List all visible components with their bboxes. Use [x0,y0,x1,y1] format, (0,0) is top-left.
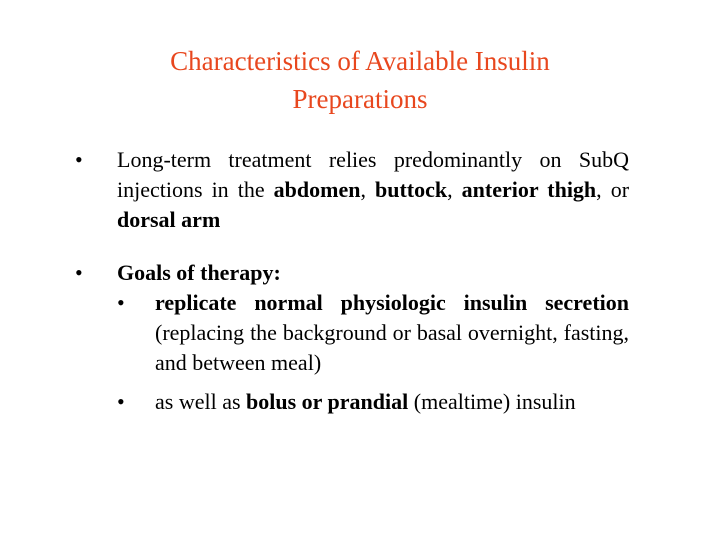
emphasis-replicate-secretion: replicate normal physiologic insulin secretion [155,290,629,315]
text-run: , [360,177,375,202]
bullet-body-treatment [117,145,629,235]
emphasis-bolus-prandial: bolus or prandial [246,389,409,414]
treatment-paragraph [117,145,629,235]
emphasis-buttock: buttock [374,177,448,202]
text-run: , or [596,177,630,202]
emphasis-anterior-thigh: anterior thigh [461,177,597,202]
sub-bullet-marker: • [117,389,125,414]
text-run: Long-term treatment relies predominantly on Sub [117,147,614,172]
bullet-marker: • [75,260,83,285]
slide-title-line-1: Characteristics of Available Insulin [170,46,550,76]
text-run: as well as [155,389,247,414]
sub-bullet-marker: • [117,290,125,315]
emphasis-dorsal-arm: dorsal arm [117,207,221,232]
bullet-marker: • [75,147,83,172]
goals-heading: Goals of therapy: [117,260,281,285]
text-run: (mealtime) insulin [408,389,576,414]
slide-title [60,42,660,118]
bullet-body-goals [117,258,629,417]
sub-bullet-replicate-text [155,288,629,378]
text-run: , [447,177,462,202]
emphasis-abdomen: abdomen [273,177,361,202]
sub-bullet-replicate [117,288,629,378]
text-run: Q injections in the [117,147,629,202]
sub-bullet-bolus-text [155,387,629,417]
sub-bullet-bolus [117,387,629,417]
text-run: (replacing the background or basal overnight, fasting, and between meal) [155,320,629,375]
slide-title-line-2: Preparations [292,84,428,114]
